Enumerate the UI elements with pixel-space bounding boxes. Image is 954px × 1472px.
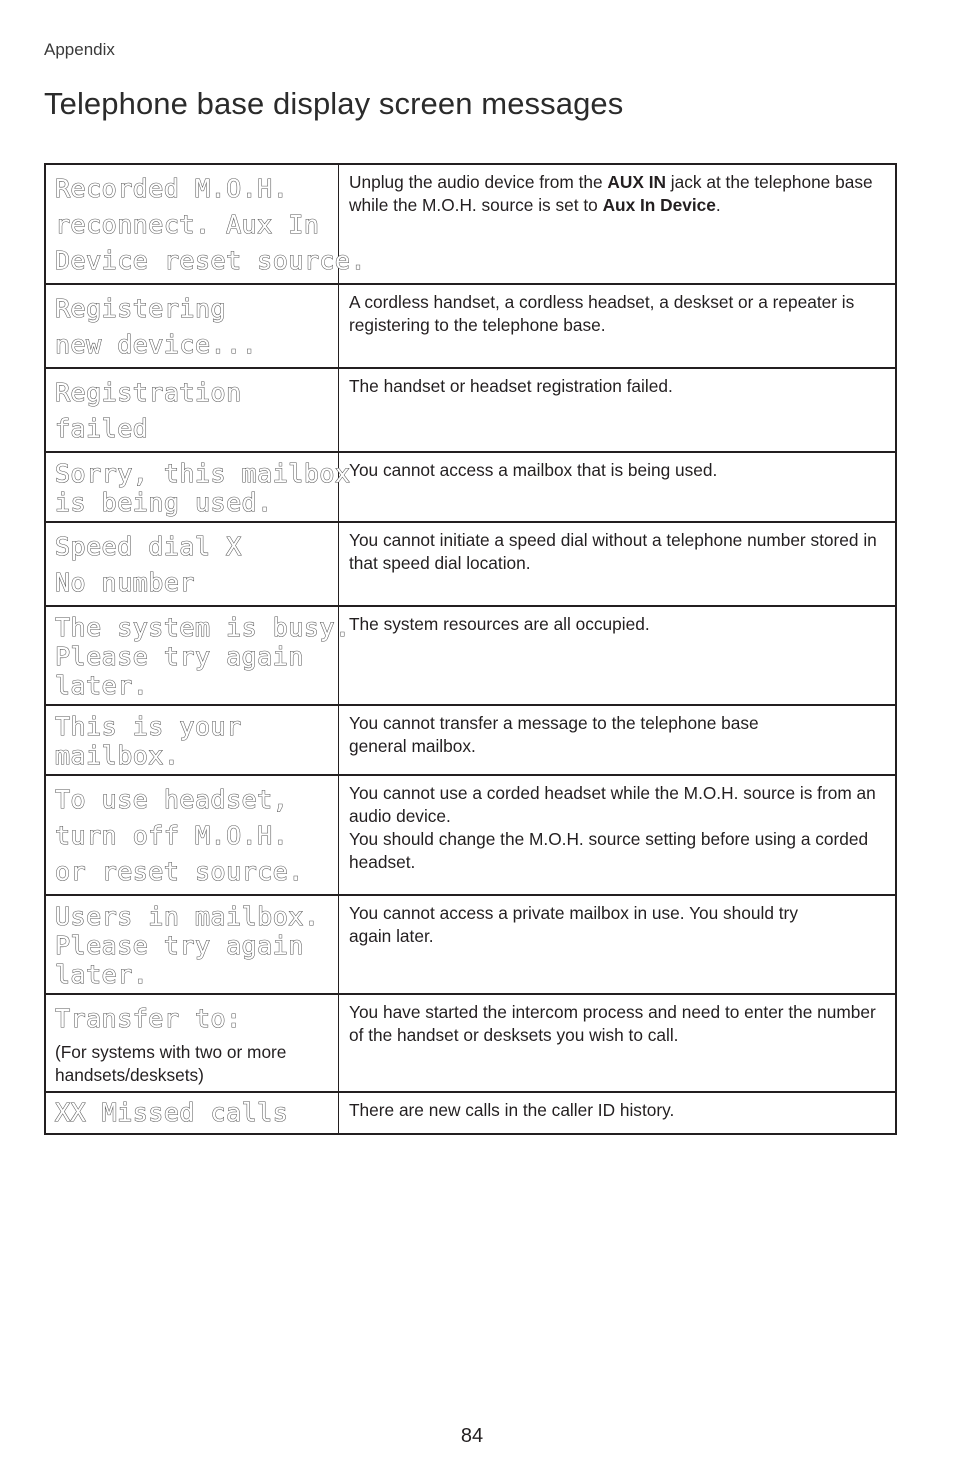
description-cell: You have started the intercom process and need to enter the number of the handset or desksets you wish to call. — [339, 994, 897, 1092]
screen-message: Users in mailbox. Please try again later. — [55, 902, 320, 989]
screen-message-cell — [45, 895, 339, 994]
table-row — [45, 775, 896, 895]
screen-message: The system is busy. Please try again later. — [55, 613, 351, 700]
description-cell: There are new calls in the caller ID history. — [339, 1092, 897, 1134]
screen-message: XX Missed calls — [55, 1098, 289, 1127]
screen-message-cell — [45, 775, 339, 895]
table-row — [45, 606, 896, 705]
screen-message: Sorry, this mailbox is being used. — [55, 459, 351, 517]
description-text: You cannot use a corded headset while the M.O.H. source is from an audio device. — [349, 783, 876, 826]
table-row — [45, 284, 896, 368]
description-text: jack at the telephone base while the M.O.H. source is set to — [349, 172, 873, 215]
description-cell: The handset or headset registration failed. — [339, 368, 897, 452]
description-cell: A cordless handset, a cordless headset, a deskset or a repeater is registering to the telephone base. — [339, 284, 897, 368]
screen-note: (For systems with two or more handsets/desksets) — [55, 1042, 287, 1085]
screen-message-cell — [45, 452, 351, 522]
section-label: Appendix — [44, 40, 115, 59]
description-cell — [339, 705, 897, 775]
table-row — [45, 1092, 896, 1134]
screen-message: Recorded M.O.H. reconnect. Aux In Device reset source. — [55, 174, 367, 275]
page-title: Telephone base display screen messages — [44, 86, 624, 121]
screen-message: Speed dial X No number — [55, 532, 242, 597]
screen-message-cell — [45, 1092, 339, 1134]
screen-message-cell — [45, 606, 351, 705]
table-row — [45, 705, 896, 775]
messages-table — [44, 163, 897, 1135]
screen-message: Registration failed — [55, 378, 242, 443]
description-bold: Aux In Device — [602, 195, 716, 215]
screen-message-cell — [45, 705, 339, 775]
description-cell: You cannot initiate a speed dial without a telephone number stored in that speed dial location. — [339, 522, 897, 606]
description-cell: You cannot access a mailbox that is being used. — [339, 452, 897, 522]
table-row — [45, 164, 896, 284]
table-row — [45, 522, 896, 606]
screen-message-cell — [45, 368, 339, 452]
description-text: You should change the M.O.H. source setting before using a corded headset. — [349, 829, 869, 872]
description-cell: The system resources are all occupied. — [339, 606, 897, 705]
screen-message: To use headset, turn off M.O.H. or reset source. — [55, 785, 304, 886]
table-row — [45, 368, 896, 452]
table-row — [45, 452, 896, 522]
screen-message: Transfer to: — [55, 1004, 242, 1033]
table-row — [45, 994, 896, 1092]
description-cell — [339, 895, 897, 994]
description-text: You cannot access a private mailbox in use. You should try again later. — [349, 903, 798, 946]
screen-message-cell — [45, 164, 367, 284]
screen-message-cell — [45, 284, 339, 368]
description-text: You cannot transfer a message to the telephone base general mailbox. — [349, 713, 759, 756]
screen-message: This is your mailbox. — [55, 712, 242, 770]
screen-message-cell — [45, 994, 339, 1092]
screen-message: Registering new device... — [55, 294, 258, 359]
screen-message-cell — [45, 522, 339, 606]
description-cell — [339, 775, 897, 895]
description-text: . — [715, 195, 721, 215]
description-cell — [339, 164, 897, 284]
description-bold: AUX IN — [607, 172, 666, 192]
table-row — [45, 895, 896, 994]
page-number: 84 — [460, 1425, 484, 1447]
description-text: Unplug the audio device from the — [349, 172, 608, 192]
